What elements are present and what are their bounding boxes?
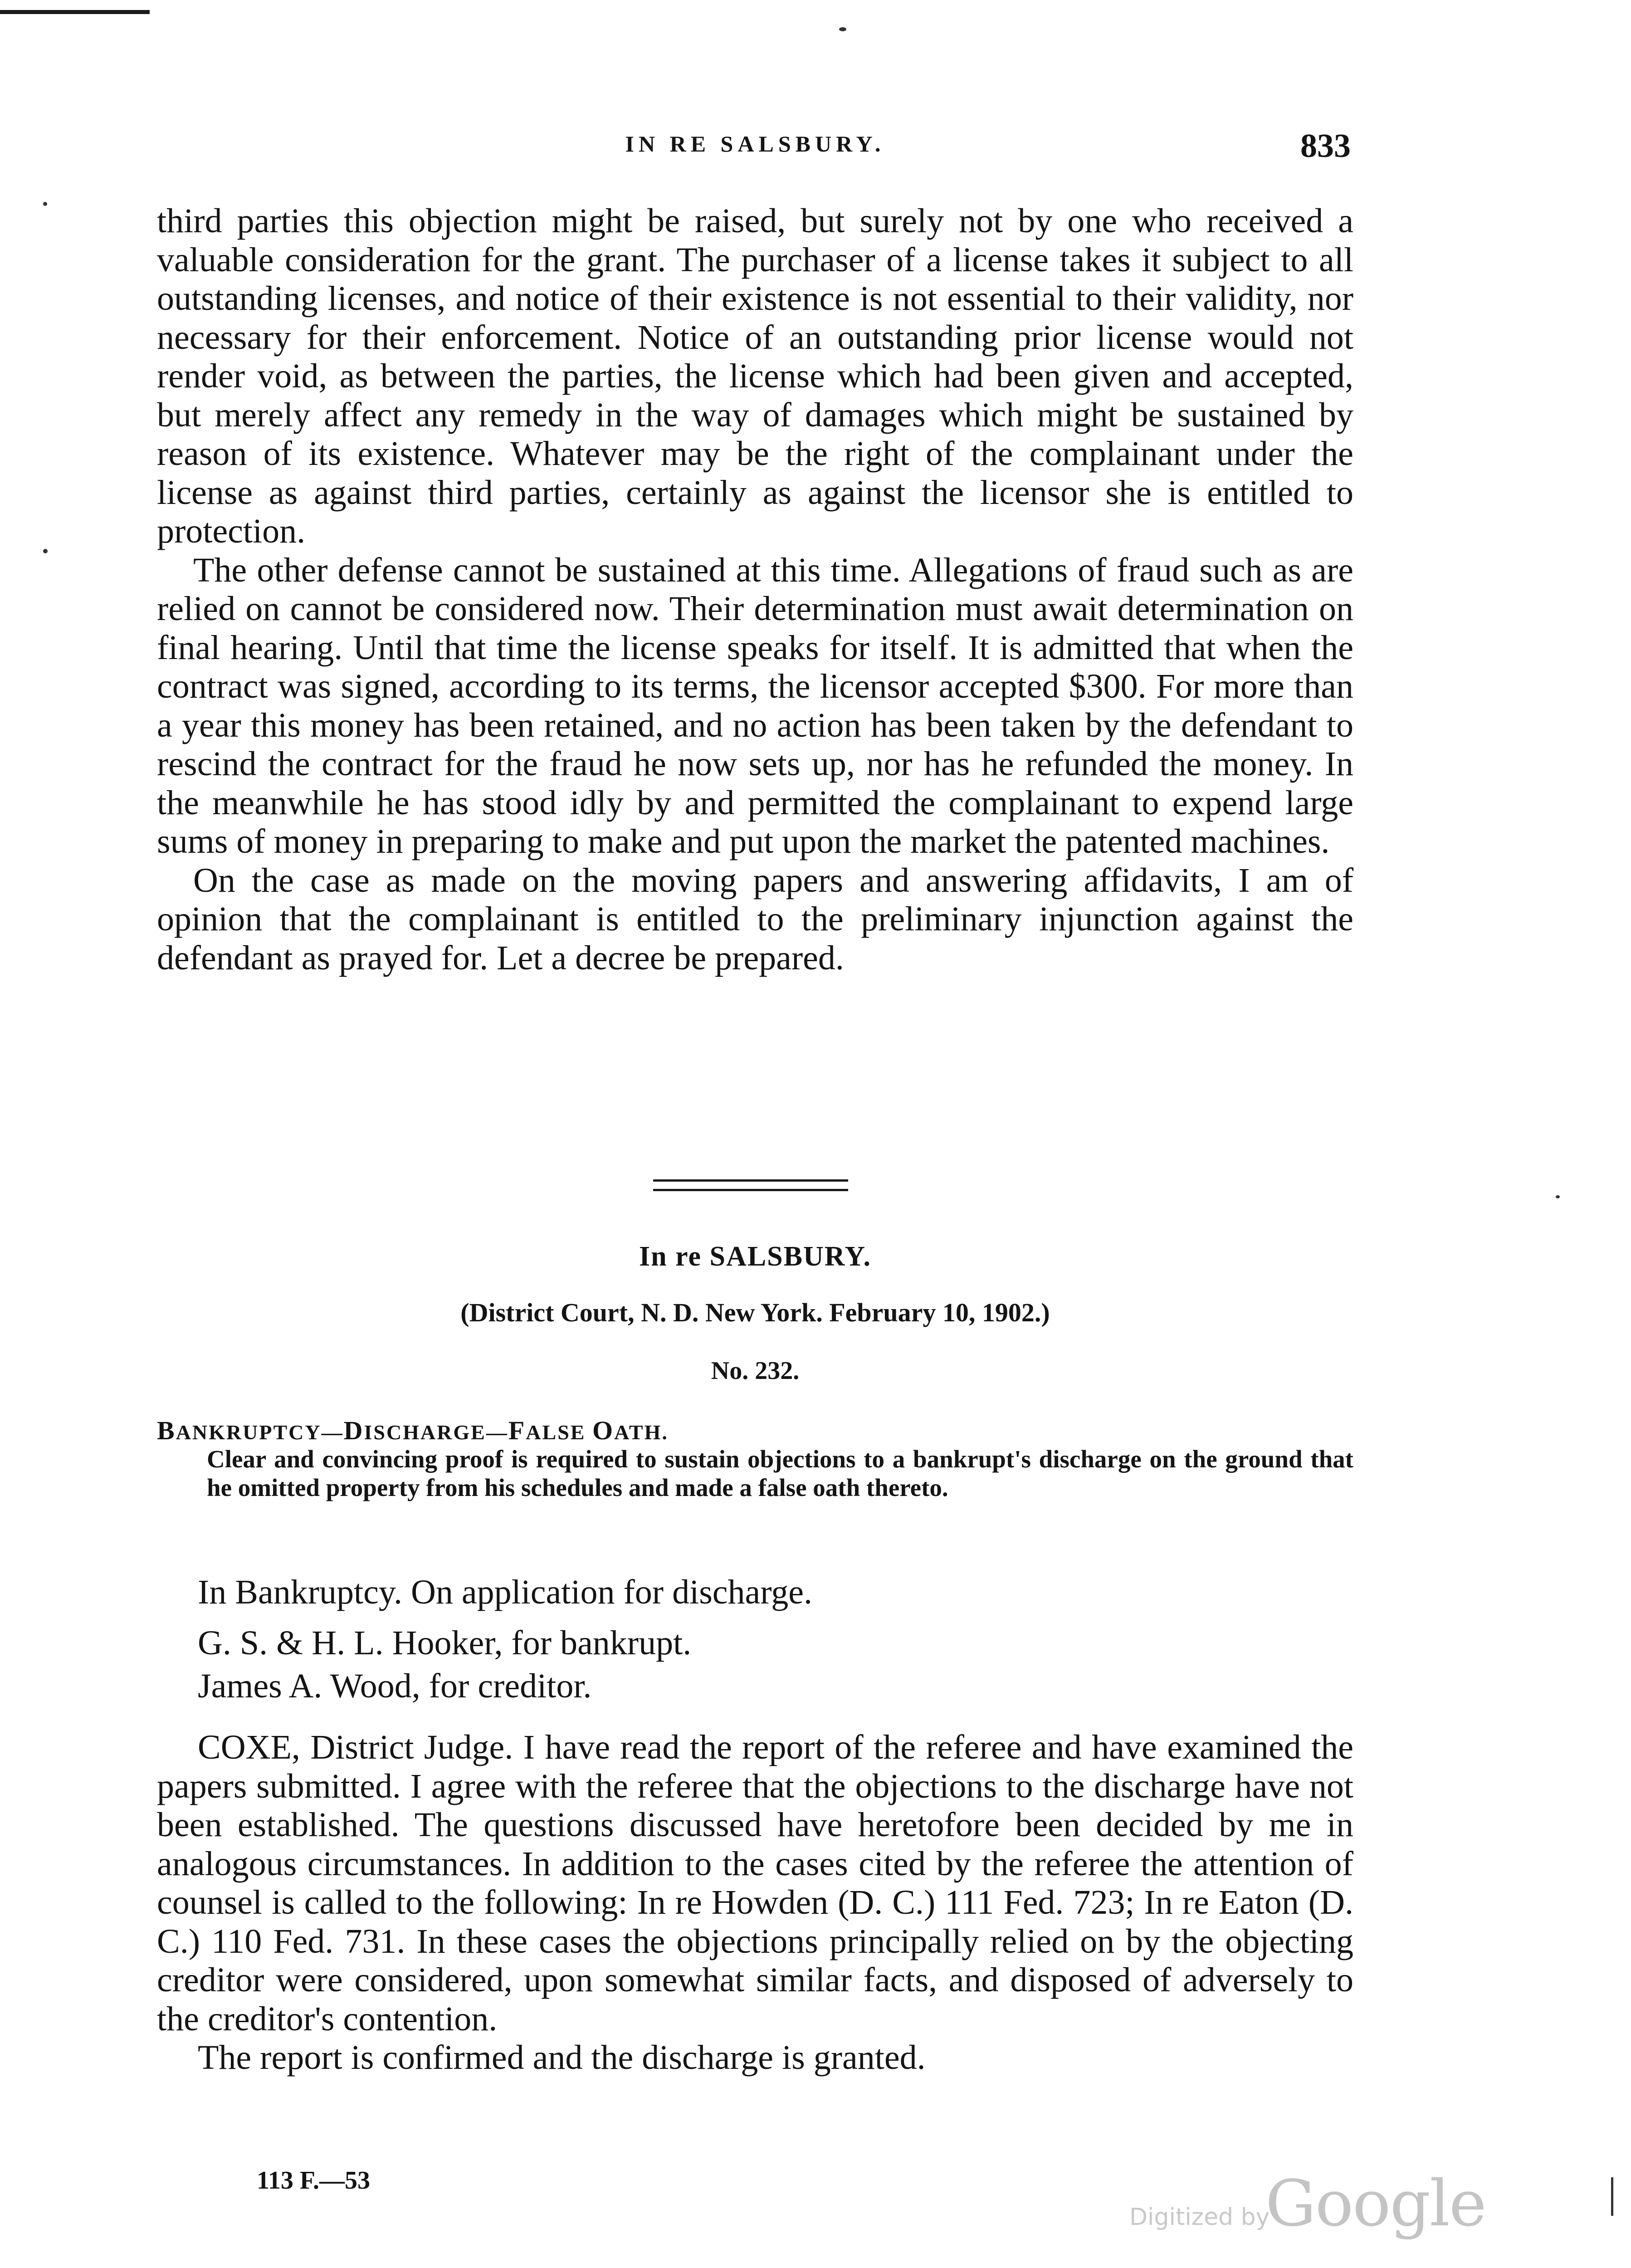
running-head	[157, 127, 1353, 163]
opinion-disposition: The report is confirmed and the discharge is granted.	[198, 2038, 926, 2077]
paragraph-other-defense: The other defense cannot be sustained at this time. Allegations of fraud such as are relied on cannot be considered now. Their determination must await determination on final hearing. Until that time the license speaks for itself. It is admitted that when the contract was signed, according to its terms, the licensor accepted $300. For more than a year this money has been retained, and no action has been taken by the defendant to rescind the contract for the fraud he now sets up, nor has he refunded the money. In the meanwhile he has stood idly by and permitted the complainant to expend large sums of money in preparing to make and put upon the market the patented machines.	[157, 551, 1353, 860]
section-divider	[653, 1179, 848, 1191]
top-left-rule	[0, 10, 150, 14]
scan-speck	[839, 27, 846, 31]
paragraph-continuation: third parties this objection might be raised, but surely not by one who received a valuable consideration for the grant. The purchaser of a license takes it subject to all outstanding licenses, and notice of their existence is not essential to their validity, nor necessary for their enforcement. Notice of an outstanding prior license would not render void, as between the parties, the license which had been given and accepted, but merely affect any remedy in the way of damages which might be sustained by reason of its existence. Whatever may be the right of the complainant under the license as against third parties, certainly as against the licensor she is entitled to protection.	[157, 202, 1353, 550]
watermark-google-logo: Google	[1265, 2167, 1486, 2241]
opinion-text	[157, 1728, 1353, 2077]
headnote-topic	[157, 1415, 669, 1446]
paragraph-conclusion: On the case as made on the moving papers and answering affidavits, I am of opinion that the complainant is entitled to the preliminary injunction against the defendant as prayed for. Let a decree be prepared.	[157, 861, 1353, 977]
headnote-initial: D	[343, 1416, 364, 1445]
docket-number: No. 232.	[711, 1357, 800, 1385]
headnote-word: ISCHARGE—	[364, 1421, 508, 1444]
counsel-creditor: James A. Wood, for creditor.	[198, 1667, 592, 1705]
running-head-title: IN RE SALSBURY.	[625, 131, 885, 156]
opinion-paragraph: COXE, District Judge. I have read the report of the referee and have examined the papers submitted. I agree with the referee that the objections to the discharge have not been established. The questions discussed have heretofore been decided by me in analogous circumstances. In addition to the cases cited by the referee the attention of counsel is called to the following: In re Howden (D. C.) 111 Fed. 723; In re Eaton (D. C.) 110 Fed. 731. In these cases the objections principally relied on by the objecting creditor were considered, upon somewhat similar facts, and disposed of adversely to the creditor's contention.	[157, 1728, 1353, 2038]
page-number: 833	[1300, 127, 1351, 165]
court-and-date: (District Court, N. D. New York. February 10, 1902.)	[460, 1298, 1050, 1327]
scan-speck	[43, 202, 47, 206]
counsel-bankrupt: G. S. & H. L. Hooker, for bankrupt.	[198, 1624, 692, 1662]
volume-signature-mark: 113 F.—53	[257, 2166, 370, 2195]
headnote-text: Clear and convincing proof is required to sustain objections to a bankrupt's discharge on the ground that he omitted property from his schedules and made a false oath thereto.	[207, 1445, 1353, 1501]
headnote-word: ATH.	[614, 1421, 669, 1444]
headnote-initial: O	[592, 1416, 615, 1445]
digitized-watermark	[1129, 2164, 1486, 2241]
watermark-digitized-text: Digitized by	[1129, 2204, 1270, 2231]
prior-case-text	[157, 202, 1353, 978]
case-title: In re SALSBURY.	[639, 1241, 871, 1272]
scan-speck	[43, 549, 48, 553]
counsel-list	[198, 1622, 691, 1708]
proceeding-line: In Bankruptcy. On application for discharge.	[198, 1573, 812, 1611]
scan-edge-mark	[1611, 2177, 1613, 2216]
headnote-initial: F	[508, 1416, 526, 1445]
headnote-word: ANKRUPTCY—	[176, 1421, 344, 1444]
headnote-initial: B	[157, 1416, 176, 1445]
scan-speck	[1556, 1195, 1560, 1198]
headnote-word: ALSE	[526, 1421, 592, 1444]
